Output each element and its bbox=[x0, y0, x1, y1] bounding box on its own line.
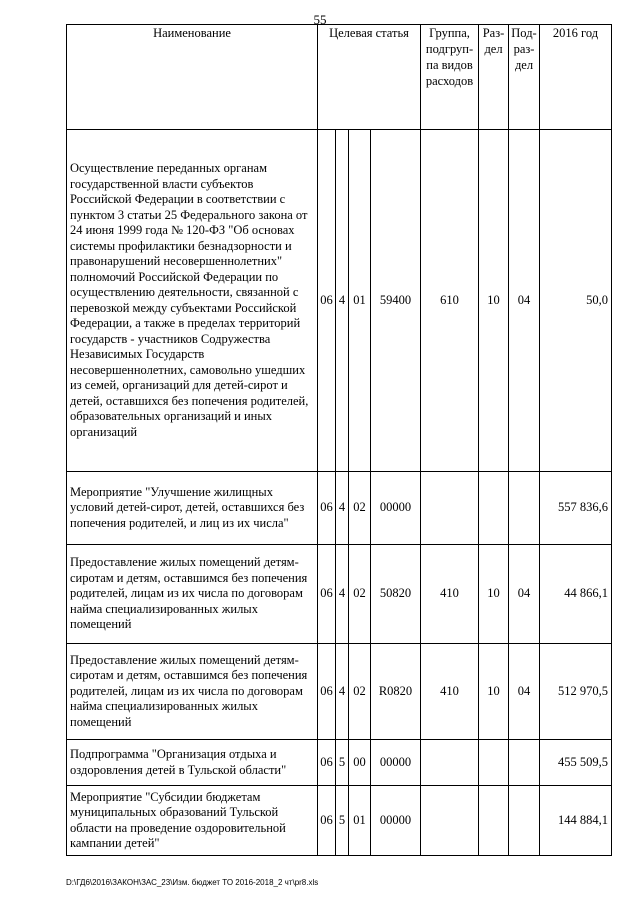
row-subsection bbox=[509, 786, 540, 856]
row-code-1: 06 bbox=[318, 472, 336, 545]
row-section bbox=[479, 786, 509, 856]
table-row bbox=[67, 786, 612, 856]
row-name: Предоставление жилых помещений детям-сиротам и детям, оставшимся без попечения родителей, лицам из их числа по договорам найма специализированных жилых помещений bbox=[67, 644, 318, 740]
row-code-2: 4 bbox=[336, 644, 349, 740]
row-group: 410 bbox=[421, 644, 479, 740]
row-group bbox=[421, 786, 479, 856]
row-code-4: 00000 bbox=[371, 472, 421, 545]
header-group: Группа, подгруп-па видов расходов bbox=[421, 25, 479, 130]
row-name: Осуществление переданных органам государственной власти субъектов Российской Федерации в соответствии с пунктом 3 статьи 25 Федерального закона от 24 июня 1999 года № 120-ФЗ "Об основах системы профилактики безнадзорности и правонарушений несовершеннолетних" полномочий Российской Федерации по осуществлению деятельности, связанной с перевозкой между субъектами Российской Федерации, а также в пределах территорий государств - участников Содружества Независимых Государств несовершеннолетних, самовольно ушедших из семей, организаций для детей-сирот и детей, оставшихся без попечения родителей, образовательных организаций и иных организаций bbox=[67, 130, 318, 472]
row-code-3: 02 bbox=[349, 472, 371, 545]
row-amount: 455 509,5 bbox=[540, 740, 612, 786]
page-number: 55 bbox=[313, 12, 327, 27]
row-group bbox=[421, 740, 479, 786]
row-subsection: 04 bbox=[509, 644, 540, 740]
row-code-3: 01 bbox=[349, 786, 371, 856]
row-subsection: 04 bbox=[509, 545, 540, 644]
header-subsection: Под-раз-дел bbox=[509, 25, 540, 130]
row-code-3: 02 bbox=[349, 644, 371, 740]
row-code-1: 06 bbox=[318, 644, 336, 740]
table-row bbox=[67, 740, 612, 786]
header-year: 2016 год bbox=[540, 25, 612, 130]
row-code-1: 06 bbox=[318, 786, 336, 856]
budget-table bbox=[66, 24, 612, 856]
header-section: Раз-дел bbox=[479, 25, 509, 130]
row-amount: 144 884,1 bbox=[540, 786, 612, 856]
row-code-4: 00000 bbox=[371, 786, 421, 856]
row-section: 10 bbox=[479, 644, 509, 740]
row-name: Мероприятие "Улучшение жилищных условий детей-сирот, детей, оставшихся без попечения родителей, и лиц из их числа" bbox=[67, 472, 318, 545]
file-path-footer: D:\ГД6\2016\ЗАКОН\ЗАС_23\Изм. бюджет ТО 2016-2018_2 чт\pr8.xls bbox=[66, 878, 319, 887]
table-row bbox=[67, 130, 612, 472]
row-subsection bbox=[509, 740, 540, 786]
row-amount: 557 836,6 bbox=[540, 472, 612, 545]
row-code-2: 4 bbox=[336, 130, 349, 472]
row-group: 410 bbox=[421, 545, 479, 644]
row-name: Предоставление жилых помещений детям-сиротам и детям, оставшимся без попечения родителей, лицам из их числа по договорам найма специализированных жилых помещений bbox=[67, 545, 318, 644]
header-name: Наименование bbox=[67, 25, 318, 130]
row-code-1: 06 bbox=[318, 545, 336, 644]
table-row bbox=[67, 644, 612, 740]
row-section bbox=[479, 472, 509, 545]
row-subsection bbox=[509, 472, 540, 545]
row-code-2: 4 bbox=[336, 545, 349, 644]
row-code-1: 06 bbox=[318, 130, 336, 472]
row-section bbox=[479, 740, 509, 786]
row-code-3: 02 bbox=[349, 545, 371, 644]
row-code-3: 00 bbox=[349, 740, 371, 786]
row-section: 10 bbox=[479, 130, 509, 472]
row-name: Мероприятие "Субсидии бюджетам муниципальных образований Тульской области на проведение оздоровительной кампании детей" bbox=[67, 786, 318, 856]
table-header-row bbox=[67, 25, 612, 130]
row-name: Подпрограмма "Организация отдыха и оздоровления детей в Тульской области" bbox=[67, 740, 318, 786]
row-code-4: 59400 bbox=[371, 130, 421, 472]
row-code-4: R0820 bbox=[371, 644, 421, 740]
row-subsection: 04 bbox=[509, 130, 540, 472]
row-group bbox=[421, 472, 479, 545]
table-row bbox=[67, 472, 612, 545]
row-code-2: 5 bbox=[336, 786, 349, 856]
header-target-article: Целевая статья bbox=[318, 25, 421, 130]
row-code-4: 50820 bbox=[371, 545, 421, 644]
row-code-3: 01 bbox=[349, 130, 371, 472]
row-code-1: 06 bbox=[318, 740, 336, 786]
row-amount: 44 866,1 bbox=[540, 545, 612, 644]
row-code-2: 4 bbox=[336, 472, 349, 545]
row-code-2: 5 bbox=[336, 740, 349, 786]
row-amount: 50,0 bbox=[540, 130, 612, 472]
row-code-4: 00000 bbox=[371, 740, 421, 786]
row-group: 610 bbox=[421, 130, 479, 472]
table-row bbox=[67, 545, 612, 644]
row-section: 10 bbox=[479, 545, 509, 644]
row-amount: 512 970,5 bbox=[540, 644, 612, 740]
